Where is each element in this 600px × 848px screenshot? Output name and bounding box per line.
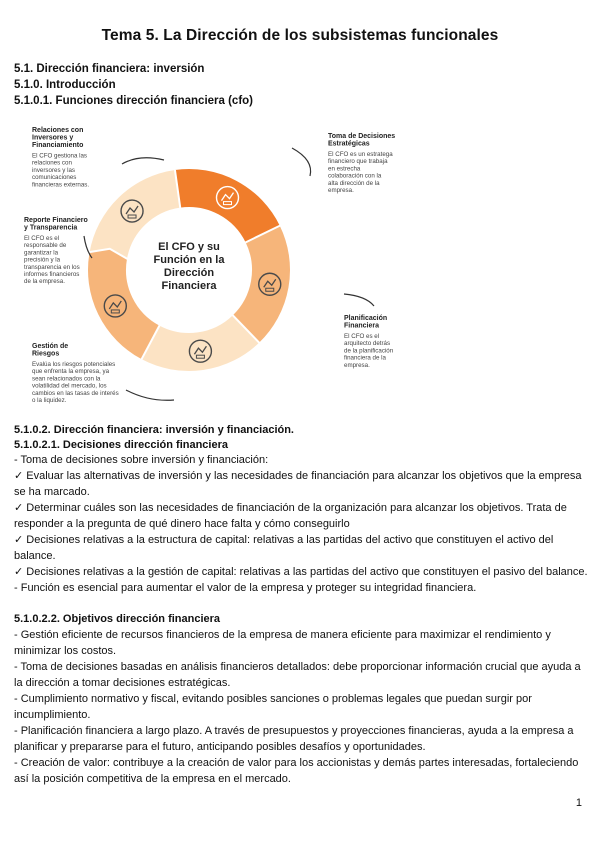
- svg-text:colaboración con la: colaboración con la: [328, 172, 382, 180]
- svg-text:arquitecto detrás: arquitecto detrás: [344, 340, 391, 348]
- heading-5-1-0-1: 5.1.0.1. Funciones dirección financiera (cfo): [14, 95, 254, 107]
- page-number: 1: [575, 797, 582, 809]
- svg-text:Planificación: Planificación: [344, 315, 388, 322]
- center-title-line: Función en la: [153, 254, 225, 266]
- list-item: ✓ Determinar cuáles son las necesidades de financiación de la organización para alcanzar los objetivos. Trata de responder a la pregunta de qué dinero hace falta y cómo conseguirlo: [14, 502, 567, 530]
- svg-text:Financiamiento: Financiamiento: [32, 142, 84, 149]
- svg-text:sean relacionados con la: sean relacionados con la: [32, 375, 101, 383]
- svg-text:comunicaciones: comunicaciones: [32, 174, 77, 182]
- page-title: Tema 5. La Dirección de los subsistemas funcionales: [101, 27, 499, 44]
- svg-text:precisión y la: precisión y la: [24, 256, 61, 264]
- svg-text:Toma de Decisiones: Toma de Decisiones: [328, 133, 396, 140]
- svg-text:inversores y las: inversores y las: [32, 166, 75, 174]
- svg-text:Gestión de: Gestión de: [32, 343, 69, 350]
- svg-text:empresa.: empresa.: [328, 187, 354, 194]
- list-item: - Toma de decisiones basadas en análisis financieros detallados: debe proporcionar información crucial que ayuda a la dirección a tomar decisiones estratégicas.: [14, 661, 581, 689]
- annotation-relaciones: [32, 127, 89, 188]
- svg-text:Estratégicas: Estratégicas: [328, 140, 370, 148]
- list-item: - Gestión eficiente de recursos financieros de la empresa de manera eficiente para maximizar el rendimiento y minimizar los costos.: [14, 629, 551, 657]
- heading-5-1: 5.1. Dirección financiera: inversión: [14, 63, 205, 75]
- list-item: - Cumplimiento normativo y fiscal, evitando posibles sanciones o problemas legales que puedan surgir por incumplimiento.: [14, 693, 532, 721]
- list-item: ✓ Decisiones relativas a la gestión de capital: relativas a las partidas del activo que constituyen el pasivo del balance.: [14, 566, 588, 578]
- decisiones-list: [14, 452, 588, 596]
- svg-text:El CFO gestiona las: El CFO gestiona las: [32, 152, 88, 160]
- svg-text:garantizar la: garantizar la: [24, 249, 59, 257]
- svg-text:Financiera: Financiera: [344, 322, 380, 330]
- svg-text:informes financieros: informes financieros: [24, 271, 80, 278]
- cfo-functions-diagram: [14, 118, 414, 418]
- objetivos-list: [14, 627, 588, 787]
- annotation-reporte: [24, 217, 88, 285]
- svg-text:El CFO es el: El CFO es el: [344, 333, 380, 340]
- list-item: ✓ Decisiones relativas a la estructura de capital: relativas a las partidas del activo que constituyen el activo del balance.: [14, 534, 554, 562]
- svg-text:y Transparencia: y Transparencia: [24, 224, 78, 232]
- svg-text:volatilidad del mercado, los: volatilidad del mercado, los: [32, 382, 107, 390]
- svg-text:Inversores y: Inversores y: [32, 134, 74, 142]
- svg-text:responsable de: responsable de: [24, 242, 67, 250]
- svg-text:Evalúa los riesgos potenciales: Evalúa los riesgos potenciales: [32, 361, 116, 368]
- svg-text:financiera de la: financiera de la: [344, 354, 386, 362]
- center-title-line: El CFO y su: [158, 241, 220, 253]
- list-item: ✓ Evaluar las alternativas de inversión y las necesidades de financiación para alcanzar los objetivos que la empresa se ha marcado.: [14, 470, 582, 498]
- svg-text:de la empresa.: de la empresa.: [24, 278, 65, 286]
- list-item: - Toma de decisiones sobre inversión y financiación:: [14, 454, 269, 466]
- annotation-planificacion: [344, 315, 394, 369]
- svg-text:que enfrenta la empresa, ya: que enfrenta la empresa, ya: [32, 368, 110, 376]
- svg-text:El CFO es un estratega: El CFO es un estratega: [328, 151, 393, 158]
- curved-arrow-icon: [344, 294, 374, 306]
- svg-text:transparencia en los: transparencia en los: [24, 263, 80, 271]
- svg-text:relaciones con: relaciones con: [32, 159, 72, 167]
- svg-text:de la planificación: de la planificación: [344, 347, 394, 355]
- curved-arrow-icon: [126, 390, 174, 400]
- annotation-decisiones: [328, 133, 395, 194]
- center-title-line: Financiera: [161, 280, 217, 292]
- svg-text:financiero que trabaja: financiero que trabaja: [328, 158, 388, 166]
- annotation-riesgos: [32, 343, 119, 404]
- heading-5-1-0-2: 5.1.0.2. Dirección financiera: inversión y financiación.: [14, 424, 294, 436]
- svg-text:Relaciones con: Relaciones con: [32, 127, 84, 134]
- list-item: - Planificación financiera a largo plazo. A través de presupuestos y proyecciones financieras, ayuda a la empresa a planificar y prepararse para el futuro, anticipando posibles desafíos y oportunidades.: [14, 725, 574, 753]
- list-item: - Función es esencial para aumentar el valor de la empresa y proteger su integridad financiera.: [14, 582, 477, 594]
- svg-text:empresa.: empresa.: [344, 361, 370, 369]
- list-item: - Creación de valor: contribuye a la creación de valor para los accionistas y demás partes interesadas, fortaleciendo así la posición competitiva de la empresa en el mercado.: [14, 757, 579, 785]
- svg-text:Reporte Financiero: Reporte Financiero: [24, 217, 88, 224]
- svg-text:o la liquidez.: o la liquidez.: [32, 397, 67, 404]
- svg-text:El CFO es el: El CFO es el: [24, 235, 60, 242]
- svg-text:Riesgos: Riesgos: [32, 350, 60, 358]
- heading-5-1-0-2-1: 5.1.0.2.1. Decisiones dirección financiera: [14, 439, 228, 451]
- svg-text:cambios en las tasas de interé: cambios en las tasas de interés: [32, 389, 119, 397]
- center-title-line: Dirección: [163, 267, 215, 279]
- heading-5-1-0: 5.1.0. Introducción: [14, 79, 116, 91]
- heading-5-1-0-2-2: 5.1.0.2.2. Objetivos dirección financiera: [14, 613, 221, 625]
- svg-text:en estrecha: en estrecha: [328, 165, 361, 173]
- svg-text:financieras externas.: financieras externas.: [32, 181, 90, 189]
- curved-arrow-icon: [292, 148, 311, 176]
- curved-arrow-icon: [122, 158, 164, 164]
- svg-text:alta dirección de la: alta dirección de la: [328, 179, 380, 187]
